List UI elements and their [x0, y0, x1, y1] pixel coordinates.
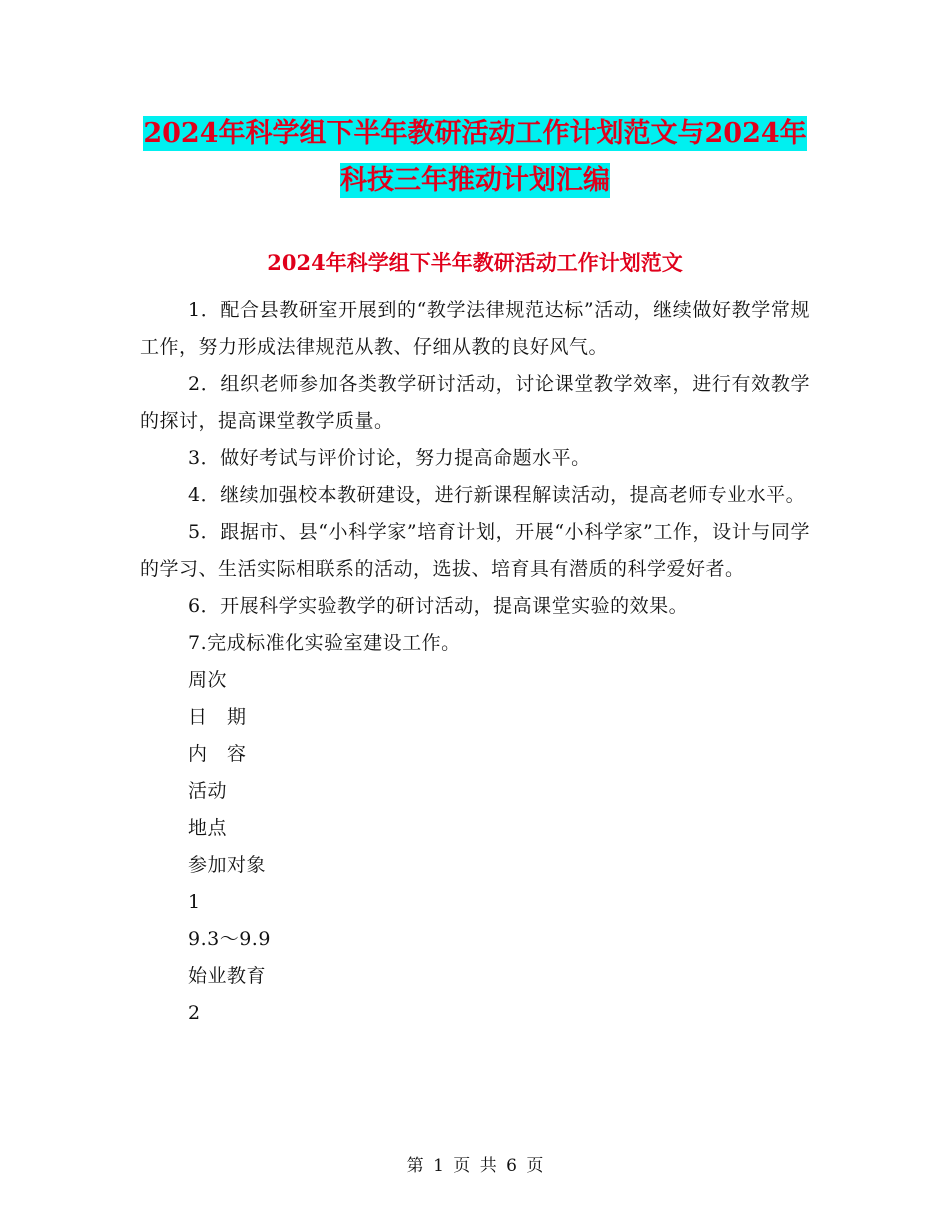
table-item-content-header: 内 容 [188, 743, 247, 765]
table-item-week-1: 1 [188, 891, 201, 913]
paragraph-6: 6．开展科学实验教学的研讨活动，提高课堂实验的效果。 [188, 595, 689, 617]
table-item-date-1: 9.3～9.9 [188, 928, 271, 950]
table-item-week-header: 周次 [188, 669, 228, 691]
paragraph-3: 3．做好考试与评价讨论，努力提高命题水平。 [188, 447, 591, 469]
table-item-week-2: 2 [188, 1002, 201, 1024]
table-item-content-1: 始业教育 [188, 965, 267, 987]
table-item-location-header: 地点 [188, 817, 228, 839]
table-item-activity-header: 活动 [188, 780, 228, 802]
paragraph-1: 1．配合县教研室开展到的“教学法律规范达标”活动，继续做好教学常规工作，努力形成法律规范从教、仔细从教的良好风气。 [140, 299, 810, 358]
paragraph-7: 7.完成标准化实验室建设工作。 [188, 632, 461, 654]
section-title: 2024年科学组下半年教研活动工作计划范文 [267, 250, 683, 275]
document-body [140, 292, 810, 1032]
paragraph-5: 5．跟据市、县“小科学家”培育计划，开展“小科学家”工作，设计与同学的学习、生活实际相联系的活动，选拔、培育具有潜质的科学爱好者。 [140, 521, 810, 580]
paragraph-2: 2．组织老师参加各类教学研讨活动，讨论课堂教学效率，进行有效教学的探讨，提高课堂教学质量。 [140, 373, 810, 432]
table-item-participants-header: 参加对象 [188, 854, 267, 876]
document-title-highlight: 2024年科学组下半年教研活动工作计划范文与2024年科技三年推动计划汇编 [143, 118, 807, 196]
document-title [140, 110, 810, 204]
page-footer: 第 1 页 共 6 页 [406, 1156, 544, 1176]
table-item-date-header: 日 期 [188, 706, 247, 728]
paragraph-4: 4．继续加强校本教研建设，进行新课程解读活动，提高老师专业水平。 [188, 484, 806, 506]
